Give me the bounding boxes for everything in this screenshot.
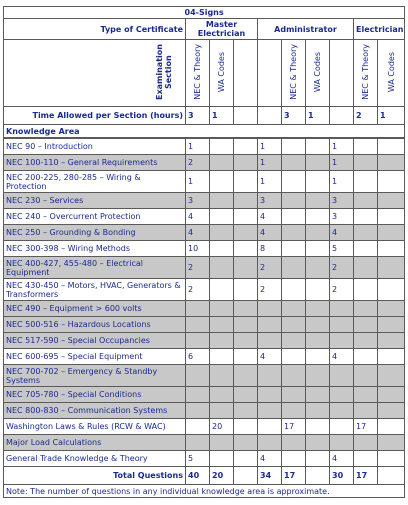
knowledge-area-value [354, 193, 378, 209]
knowledge-area-row [4, 435, 405, 451]
knowledge-area-value [186, 317, 210, 333]
knowledge-area-row [4, 387, 405, 403]
spacer-cell [306, 241, 330, 257]
type-of-certificate-label: Type of Certificate [4, 19, 186, 40]
knowledge-area-value [354, 139, 378, 155]
knowledge-area-value: 3 [186, 193, 210, 209]
knowledge-area-value: 2 [186, 257, 210, 279]
spacer-cell [234, 40, 258, 107]
knowledge-area-label: NEC 600-695 – Special Equipment [4, 349, 186, 365]
knowledge-area-row [4, 349, 405, 365]
knowledge-area-row [4, 279, 405, 301]
spacer-cell [378, 193, 405, 209]
knowledge-area-value: 3 [330, 209, 354, 225]
knowledge-area-label: NEC 500-516 – Hazardous Locations [4, 317, 186, 333]
knowledge-area-value [330, 387, 354, 403]
group-electrician: Electrician [354, 19, 405, 40]
knowledge-area-value [354, 387, 378, 403]
spacer-cell [234, 419, 258, 435]
knowledge-area-row [4, 317, 405, 333]
spacer-cell [234, 155, 258, 171]
knowledge-area-label: NEC 517-590 – Special Occupancies [4, 333, 186, 349]
spacer-cell [378, 387, 405, 403]
total-value: 20 [210, 467, 234, 485]
knowledge-area-value: 1 [258, 139, 282, 155]
knowledge-area-value [330, 333, 354, 349]
knowledge-area-label: NEC 700-702 – Emergency & Standby Systems [4, 365, 186, 387]
knowledge-area-label: NEC 90 – Introduction [4, 139, 186, 155]
col-label: NEC & Theory [193, 44, 202, 100]
col-label: WA Codes [313, 51, 322, 93]
knowledge-area-value: 8 [258, 241, 282, 257]
knowledge-area-row [4, 171, 405, 193]
knowledge-area-value [258, 435, 282, 451]
spacer-cell [234, 333, 258, 349]
knowledge-area-value [282, 257, 306, 279]
knowledge-area-row [4, 403, 405, 419]
knowledge-area-row [4, 155, 405, 171]
knowledge-area-value [210, 171, 234, 193]
knowledge-area-value: 1 [330, 171, 354, 193]
knowledge-area-rows [4, 139, 405, 467]
knowledge-area-row [4, 241, 405, 257]
knowledge-area-value [354, 155, 378, 171]
spacer-cell [378, 349, 405, 365]
spacer-cell [306, 193, 330, 209]
spacer-cell [378, 451, 405, 467]
knowledge-area-label: Major Load Calculations [4, 435, 186, 451]
knowledge-area-label: NEC 800-830 – Communication Systems [4, 403, 186, 419]
total-questions-row [4, 467, 405, 485]
knowledge-area-label: NEC 705-780 – Special Conditions [4, 387, 186, 403]
knowledge-area-value: 4 [258, 209, 282, 225]
spacer-cell [306, 435, 330, 451]
knowledge-area-value [282, 317, 306, 333]
knowledge-area-value [210, 403, 234, 419]
time-value: 3 [282, 107, 306, 125]
knowledge-area-value: 1 [258, 171, 282, 193]
knowledge-area-value [210, 349, 234, 365]
spacer-cell [378, 403, 405, 419]
knowledge-area-value [210, 435, 234, 451]
knowledge-area-value [354, 301, 378, 317]
col-label: NEC & Theory [361, 44, 370, 100]
knowledge-area-value [282, 225, 306, 241]
group-master-electrician: Master Electrician [186, 19, 258, 40]
spacer-cell [378, 257, 405, 279]
total-value: 30 [330, 467, 354, 485]
knowledge-area-value [210, 193, 234, 209]
knowledge-area-value [282, 279, 306, 301]
spacer-cell [234, 139, 258, 155]
knowledge-area-value [210, 365, 234, 387]
spacer-cell [234, 349, 258, 365]
knowledge-area-value [210, 225, 234, 241]
spacer-cell [234, 171, 258, 193]
spacer-cell [234, 467, 258, 485]
spacer-cell [234, 365, 258, 387]
knowledge-area-value [330, 317, 354, 333]
knowledge-area-row [4, 209, 405, 225]
knowledge-area-value: 1 [186, 171, 210, 193]
knowledge-area-value [186, 301, 210, 317]
knowledge-area-value [282, 301, 306, 317]
total-value: 17 [354, 467, 378, 485]
spacer-cell [330, 107, 354, 125]
knowledge-area-value [282, 209, 306, 225]
knowledge-area-row [4, 193, 405, 209]
spacer-cell [234, 257, 258, 279]
knowledge-area-label: NEC 200-225, 280-285 – Wiring & Protection [4, 171, 186, 193]
spacer-cell [258, 40, 282, 107]
col-header-elec-wa [378, 40, 405, 107]
spacer-cell [234, 301, 258, 317]
knowledge-area-value [258, 317, 282, 333]
certificate-group-row [4, 19, 405, 40]
knowledge-area-value [282, 403, 306, 419]
examination-section-label: Examination Section [155, 44, 173, 100]
col-header-admin-wa [306, 40, 330, 107]
knowledge-area-value [330, 419, 354, 435]
spacer-cell [234, 225, 258, 241]
knowledge-area-value [210, 279, 234, 301]
knowledge-area-value: 2 [330, 257, 354, 279]
knowledge-area-label: Knowledge Area [4, 125, 405, 138]
knowledge-area-value [282, 451, 306, 467]
spacer-cell [378, 435, 405, 451]
knowledge-area-value: 6 [186, 349, 210, 365]
knowledge-area-value [186, 365, 210, 387]
spacer-cell [378, 139, 405, 155]
knowledge-area-value [354, 171, 378, 193]
total-value: 17 [282, 467, 306, 485]
spacer-cell [306, 279, 330, 301]
knowledge-area-value [330, 365, 354, 387]
spacer-cell [234, 107, 258, 125]
knowledge-area-value [258, 333, 282, 349]
spacer-cell [378, 301, 405, 317]
time-value: 1 [378, 107, 405, 125]
spacer-cell [234, 241, 258, 257]
knowledge-area-value [282, 365, 306, 387]
time-allowed-row [4, 107, 405, 125]
knowledge-area-value [210, 257, 234, 279]
knowledge-area-value: 4 [330, 451, 354, 467]
knowledge-area-label: NEC 300-398 – Wiring Methods [4, 241, 186, 257]
spacer-cell [306, 171, 330, 193]
spacer-cell [378, 365, 405, 387]
table-title: 04-Signs [4, 7, 405, 19]
knowledge-area-value: 3 [330, 193, 354, 209]
spacer-cell [306, 301, 330, 317]
spacer-cell [306, 419, 330, 435]
knowledge-area-row [4, 451, 405, 467]
knowledge-area-value [330, 435, 354, 451]
knowledge-area-value: 4 [258, 451, 282, 467]
spacer-cell [234, 403, 258, 419]
spacer-cell [378, 333, 405, 349]
knowledge-area-value: 2 [258, 257, 282, 279]
knowledge-area-value [210, 241, 234, 257]
spacer-cell [234, 451, 258, 467]
spacer-cell [306, 365, 330, 387]
spacer-cell [306, 387, 330, 403]
knowledge-area-value: 1 [258, 155, 282, 171]
knowledge-area-value [330, 301, 354, 317]
knowledge-area-value [282, 171, 306, 193]
spacer-cell [306, 451, 330, 467]
knowledge-area-label: General Trade Knowledge & Theory [4, 451, 186, 467]
spacer-cell [378, 419, 405, 435]
total-questions-label: Total Questions [4, 467, 186, 485]
knowledge-area-row [4, 333, 405, 349]
knowledge-area-value [186, 403, 210, 419]
spacer-cell [378, 171, 405, 193]
knowledge-area-value [210, 139, 234, 155]
spacer-cell [306, 333, 330, 349]
knowledge-area-label: NEC 100-110 – General Requirements [4, 155, 186, 171]
knowledge-area-label: NEC 430-450 – Motors, HVAC, Generators & Transformers [4, 279, 186, 301]
knowledge-area-value [210, 387, 234, 403]
knowledge-area-value [354, 333, 378, 349]
knowledge-area-row [4, 301, 405, 317]
examination-section-header [4, 40, 186, 107]
knowledge-area-row [4, 257, 405, 279]
col-label: WA Codes [217, 51, 226, 93]
knowledge-area-value [354, 225, 378, 241]
knowledge-area-value [210, 209, 234, 225]
knowledge-area-header-row [4, 125, 405, 138]
certificate-exam-table [3, 6, 405, 138]
spacer-cell [306, 225, 330, 241]
knowledge-area-value: 2 [186, 279, 210, 301]
knowledge-area-row [4, 225, 405, 241]
knowledge-area-value [354, 435, 378, 451]
spacer-cell [306, 139, 330, 155]
knowledge-area-value [210, 333, 234, 349]
knowledge-area-label: NEC 230 – Services [4, 193, 186, 209]
spacer-cell [378, 241, 405, 257]
spacer-cell [234, 193, 258, 209]
knowledge-area-value: 1 [186, 139, 210, 155]
col-label: NEC & Theory [289, 44, 298, 100]
knowledge-area-value: 1 [330, 155, 354, 171]
knowledge-area-value: 4 [330, 349, 354, 365]
knowledge-area-value [354, 451, 378, 467]
time-value: 2 [354, 107, 378, 125]
knowledge-area-value [282, 139, 306, 155]
knowledge-area-value [210, 155, 234, 171]
spacer-cell [234, 435, 258, 451]
knowledge-area-value [186, 333, 210, 349]
knowledge-area-value [354, 365, 378, 387]
column-header-row [4, 40, 405, 107]
knowledge-area-row [4, 365, 405, 387]
knowledge-area-value [258, 419, 282, 435]
knowledge-area-value [210, 451, 234, 467]
time-allowed-label: Time Allowed per Section (hours) [4, 107, 186, 125]
spacer-cell [306, 467, 330, 485]
footnote: Note: The number of questions in any individual knowledge area is approximate. [4, 485, 405, 498]
knowledge-area-value: 17 [282, 419, 306, 435]
knowledge-area-value: 4 [186, 225, 210, 241]
col-header-master-wa [210, 40, 234, 107]
spacer-cell [378, 155, 405, 171]
knowledge-area-value: 2 [258, 279, 282, 301]
knowledge-area-value [354, 279, 378, 301]
spacer-cell [378, 225, 405, 241]
knowledge-area-value: 4 [258, 225, 282, 241]
knowledge-area-label: NEC 490 – Equipment > 600 volts [4, 301, 186, 317]
knowledge-area-label: NEC 400-427, 455-480 – Electrical Equipment [4, 257, 186, 279]
knowledge-area-value [282, 155, 306, 171]
spacer-cell [306, 257, 330, 279]
knowledge-area-value: 4 [186, 209, 210, 225]
group-administrator: Administrator [258, 19, 354, 40]
col-label: WA Codes [386, 51, 396, 93]
col-header-master-nec [186, 40, 210, 107]
knowledge-area-value [186, 419, 210, 435]
knowledge-area-value: 4 [330, 225, 354, 241]
knowledge-area-value [354, 241, 378, 257]
knowledge-area-value [258, 365, 282, 387]
knowledge-area-table [3, 138, 405, 498]
col-header-admin-nec [282, 40, 306, 107]
total-value: 34 [258, 467, 282, 485]
knowledge-area-value: 2 [330, 279, 354, 301]
spacer-cell [234, 209, 258, 225]
knowledge-area-label: NEC 250 – Grounding & Bonding [4, 225, 186, 241]
spacer-cell [306, 349, 330, 365]
knowledge-area-value [282, 435, 306, 451]
spacer-cell [306, 317, 330, 333]
knowledge-area-row [4, 139, 405, 155]
knowledge-area-value [282, 333, 306, 349]
knowledge-area-value [258, 387, 282, 403]
signs-certificate-table-wrapper [3, 6, 405, 498]
knowledge-area-value: 4 [258, 349, 282, 365]
spacer-cell [234, 317, 258, 333]
note-row [4, 485, 405, 498]
spacer-cell [258, 107, 282, 125]
knowledge-area-value: 10 [186, 241, 210, 257]
knowledge-area-value: 5 [330, 241, 354, 257]
knowledge-area-value: 1 [330, 139, 354, 155]
spacer-cell [234, 279, 258, 301]
knowledge-area-value: 5 [186, 451, 210, 467]
knowledge-area-value [354, 403, 378, 419]
knowledge-area-value [354, 317, 378, 333]
knowledge-area-value [258, 301, 282, 317]
spacer-cell [378, 209, 405, 225]
spacer-cell [378, 467, 405, 485]
knowledge-area-value [186, 435, 210, 451]
spacer-cell [378, 279, 405, 301]
knowledge-area-value [282, 387, 306, 403]
col-header-elec-nec [354, 40, 378, 107]
title-row [4, 7, 405, 19]
total-value: 40 [186, 467, 210, 485]
knowledge-area-value [210, 317, 234, 333]
knowledge-area-value [282, 241, 306, 257]
spacer-cell [306, 403, 330, 419]
spacer-cell [378, 317, 405, 333]
knowledge-area-label: NEC 240 – Overcurrent Protection [4, 209, 186, 225]
knowledge-area-value [282, 193, 306, 209]
time-value: 1 [306, 107, 330, 125]
knowledge-area-value: 20 [210, 419, 234, 435]
spacer-cell [306, 209, 330, 225]
spacer-cell [234, 387, 258, 403]
time-value: 3 [186, 107, 210, 125]
knowledge-area-label: Washington Laws & Rules (RCW & WAC) [4, 419, 186, 435]
knowledge-area-value: 3 [258, 193, 282, 209]
knowledge-area-value [282, 349, 306, 365]
knowledge-area-value [354, 349, 378, 365]
knowledge-area-value [210, 301, 234, 317]
knowledge-area-value [354, 209, 378, 225]
knowledge-area-row [4, 419, 405, 435]
knowledge-area-value [258, 403, 282, 419]
time-value: 1 [210, 107, 234, 125]
spacer-cell [330, 40, 354, 107]
knowledge-area-value [354, 257, 378, 279]
knowledge-area-value [330, 403, 354, 419]
spacer-cell [306, 155, 330, 171]
knowledge-area-value: 2 [186, 155, 210, 171]
knowledge-area-value [186, 387, 210, 403]
knowledge-area-value: 17 [354, 419, 378, 435]
